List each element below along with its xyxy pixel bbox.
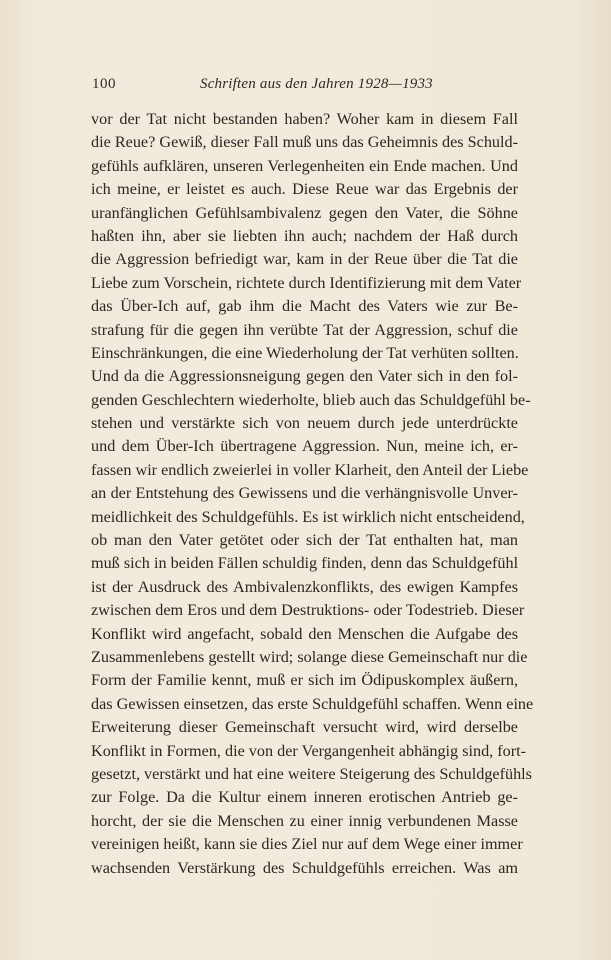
text-line: Konflikt in Formen, die von der Vergangenheit abhängig sind, fort- (91, 741, 527, 760)
body-text (91, 108, 534, 880)
text-line: ist der Ausdruck des Ambivalenzkonflikts, des ewigen Kampfes (91, 577, 518, 596)
text-line: und dem Über-Ich übertragene Aggression. Nun, meine ich, er- (91, 437, 518, 456)
text-line: das Über-Ich auf, gab ihm die Macht des Vaters wie zur Be- (91, 297, 518, 316)
text-line: das Gewissen einsetzen, das erste Schuldgefühl schaffen. Wenn eine (91, 694, 534, 713)
text-line: stehen und verstärkte sich von neuem durch jede unterdrückte (91, 414, 518, 433)
text-line: ob man den Vater getötet oder sich der Tat enthalten hat, man (91, 531, 518, 550)
text-line: horcht, der sie die Menschen zu einer innig verbundenen Masse (91, 811, 518, 830)
text-line: Liebe zum Vorschein, richtete durch Identifizierung mit dem Vater (91, 273, 522, 292)
text-line: fassen wir endlich zweierlei in voller Klarheit, den Anteil der Liebe (91, 460, 529, 479)
text-line: ich meine, er leistet es auch. Diese Reue war das Ergebnis der (91, 180, 518, 199)
text-line: gesetzt, verstärkt und hat eine weitere Steigerung des Schuldgefühls (91, 764, 532, 783)
text-line: zwischen dem Eros und dem Destruktions- oder Todestrieb. Dieser (91, 601, 525, 620)
text-line: die Aggression befriedigt war, kam in der Reue über die Tat die (91, 250, 518, 269)
text-line: zur Folge. Da die Kultur einem inneren erotischen Antrieb ge- (91, 788, 518, 807)
text-line: Zusammenlebens gestellt wird; solange diese Gemeinschaft nur die (91, 647, 528, 666)
text-line: die Reue? Gewiß, dieser Fall muß uns das Geheimnis des Schuld- (91, 133, 518, 152)
running-title: Schriften aus den Jahren 1928—1933 (200, 76, 433, 92)
text-line: vereinigen heißt, kann sie dies Ziel nur auf dem Wege einer immer (91, 835, 523, 854)
running-head (92, 74, 516, 96)
text-line: muß sich in beiden Fällen schuldig finden, denn das Schuldgefühl (91, 554, 519, 573)
text-line: Einschränkungen, die eine Wiederholung der Tat verhüten sollten. (91, 343, 519, 362)
page-number: 100 (92, 76, 116, 92)
text-line: meidlichkeit des Schuldgefühls. Es ist wirklich nicht entscheidend, (91, 507, 525, 526)
text-line: Form der Familie kennt, muß er sich im Ödipuskomplex äußern, (91, 671, 518, 690)
text-line: genden Geschlechtern wiederholte, blieb auch das Schuldgefühl be- (91, 390, 531, 409)
text-line: haßten ihn, aber sie liebten ihn auch; nachdem der Haß durch (91, 226, 518, 245)
text-line: wachsenden Verstärkung des Schuldgefühls erreichen. Was am (91, 858, 518, 877)
text-line: Und da die Aggressionsneigung gegen den Vater sich in den fol- (91, 367, 518, 386)
text-line: strafung für die gegen ihn verübte Tat der Aggression, schuf die (91, 320, 518, 339)
text-line: gefühls aufklären, unseren Verlegenheiten ein Ende machen. Und (91, 156, 518, 175)
text-line: Erweiterung dieser Gemeinschaft versucht wird, wird derselbe (91, 718, 518, 737)
text-line: vor der Tat nicht bestanden haben? Woher kam in diesem Fall (91, 110, 518, 128)
text-line: Konflikt wird angefacht, sobald den Menschen die Aufgabe des (91, 624, 518, 643)
text-line: uranfänglichen Gefühlsambivalenz gegen den Vater, die Söhne (91, 203, 518, 222)
text-line: an der Entstehung des Gewissens und die verhängnisvolle Unver- (91, 484, 518, 503)
